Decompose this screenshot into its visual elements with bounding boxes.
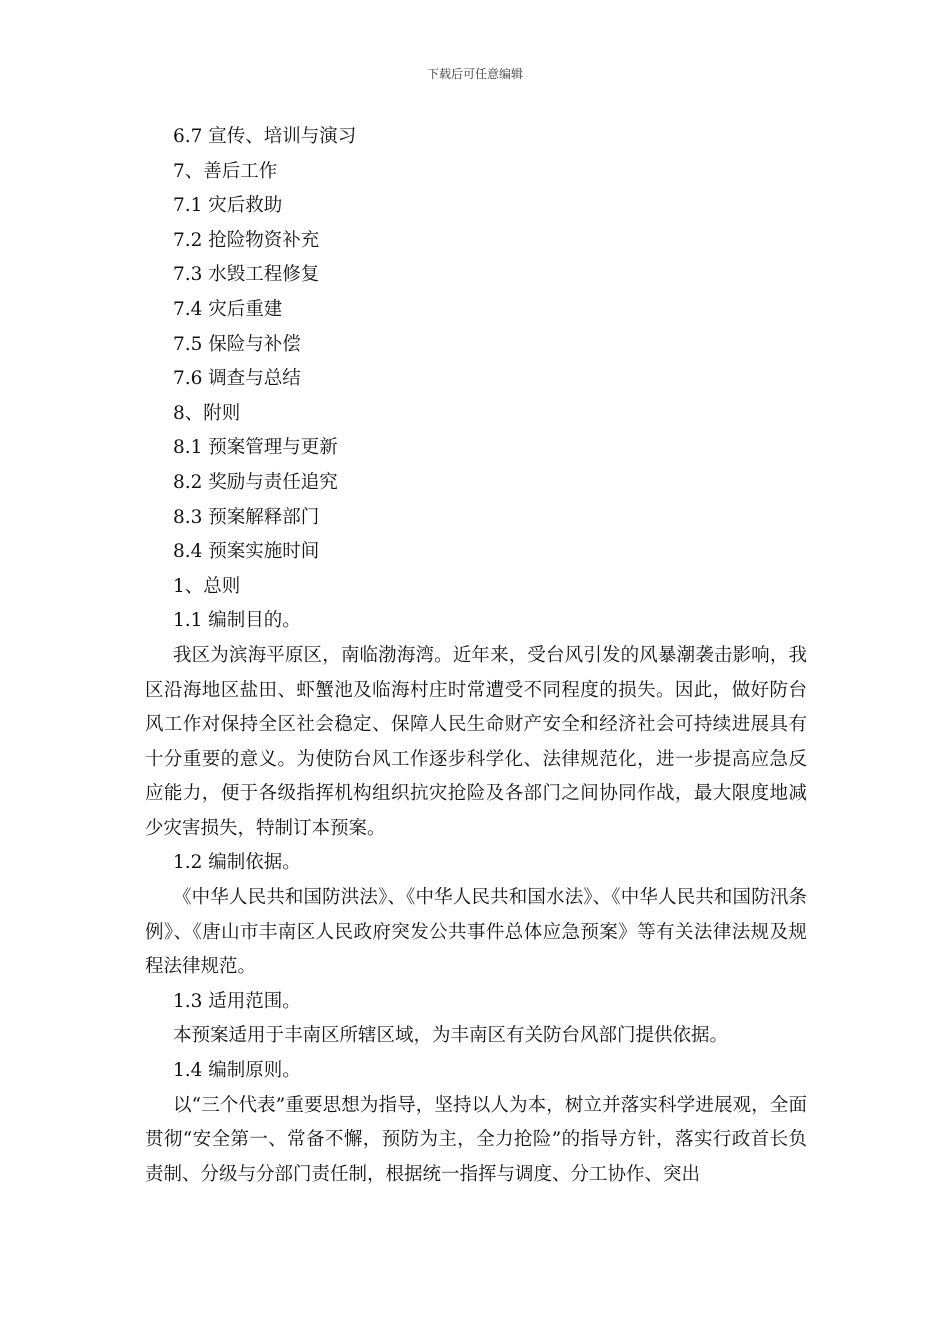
toc-item-6-7: 6.7 宣传、培训与演习 <box>173 126 357 147</box>
toc-item-7-2: 7.2 抢险物资补充 <box>173 229 320 251</box>
toc-item-8-4: 8.4 预案实施时间 <box>173 541 320 563</box>
toc-item-7-6: 7.6 调查与总结 <box>173 368 301 390</box>
section-heading-1-2: 1.2 编制依据。 <box>173 852 301 874</box>
section-heading-1-1: 1.1 编制目的。 <box>173 610 301 632</box>
page-header: 下载后可任意编辑 <box>426 67 523 81</box>
toc-item-7-5: 7.5 保险与补偿 <box>173 333 301 355</box>
paragraph-scope: 本预案适用于丰南区所辖区域，为丰南区有关防台风部门提供依据。 <box>173 1025 729 1047</box>
toc-item-8-2: 8.2 奖励与责任追究 <box>173 471 338 493</box>
toc-item-7: 7、善后工作 <box>173 160 278 182</box>
toc-item-8: 8、附则 <box>173 402 241 424</box>
section-heading-general: 1、总则 <box>173 575 241 597</box>
section-heading-1-3: 1.3 适用范围。 <box>173 990 301 1012</box>
document-body <box>145 120 807 1192</box>
toc-item-8-1: 8.1 预案管理与更新 <box>173 437 338 459</box>
toc-item-7-1: 7.1 灾后救助 <box>173 195 283 217</box>
paragraph-basis: 《中华人民共和国防洪法》、《中华人民共和国水法》、《中华人民共和国防汛条例》、《唐山市丰南区人民政府突发公共事件总体应急预案》等有关法律法规及规程法律规范。 <box>145 887 807 978</box>
toc-item-8-3: 8.3 预案解释部门 <box>173 506 320 528</box>
section-heading-1-4: 1.4 编制原则。 <box>173 1060 301 1082</box>
toc-item-7-4: 7.4 灾后重建 <box>173 298 283 320</box>
paragraph-purpose: 我区为滨海平原区，南临渤海湾。近年来，受台风引发的风暴潮袭击影响，我区沿海地区盐田、虾蟹池及临海村庄时常遭受不同程度的损失。因此，做好防台风工作对保持全区社会稳定、保障人民生命财产安全和经济社会可持续进展具有十分重要的意义。为使防台风工作逐步科学化、法律规范化，进一步提高应急反应能力，便于各级指挥机构组织抗灾抢险及各部门之间协同作战，最大限度地减少灾害损失，特制订本预案。 <box>145 644 807 839</box>
paragraph-principles: 以“三个代表”重要思想为指导，坚持以人为本，树立并落实科学进展观，全面贯彻“安全第一、常备不懈，预防为主，全力抢险”的指导方针，落实行政首长负责制、分级与分部门责任制，根据统一指挥与调度、分工协作、突出 <box>145 1094 807 1185</box>
toc-item-7-3: 7.3 水毁工程修复 <box>173 264 320 286</box>
